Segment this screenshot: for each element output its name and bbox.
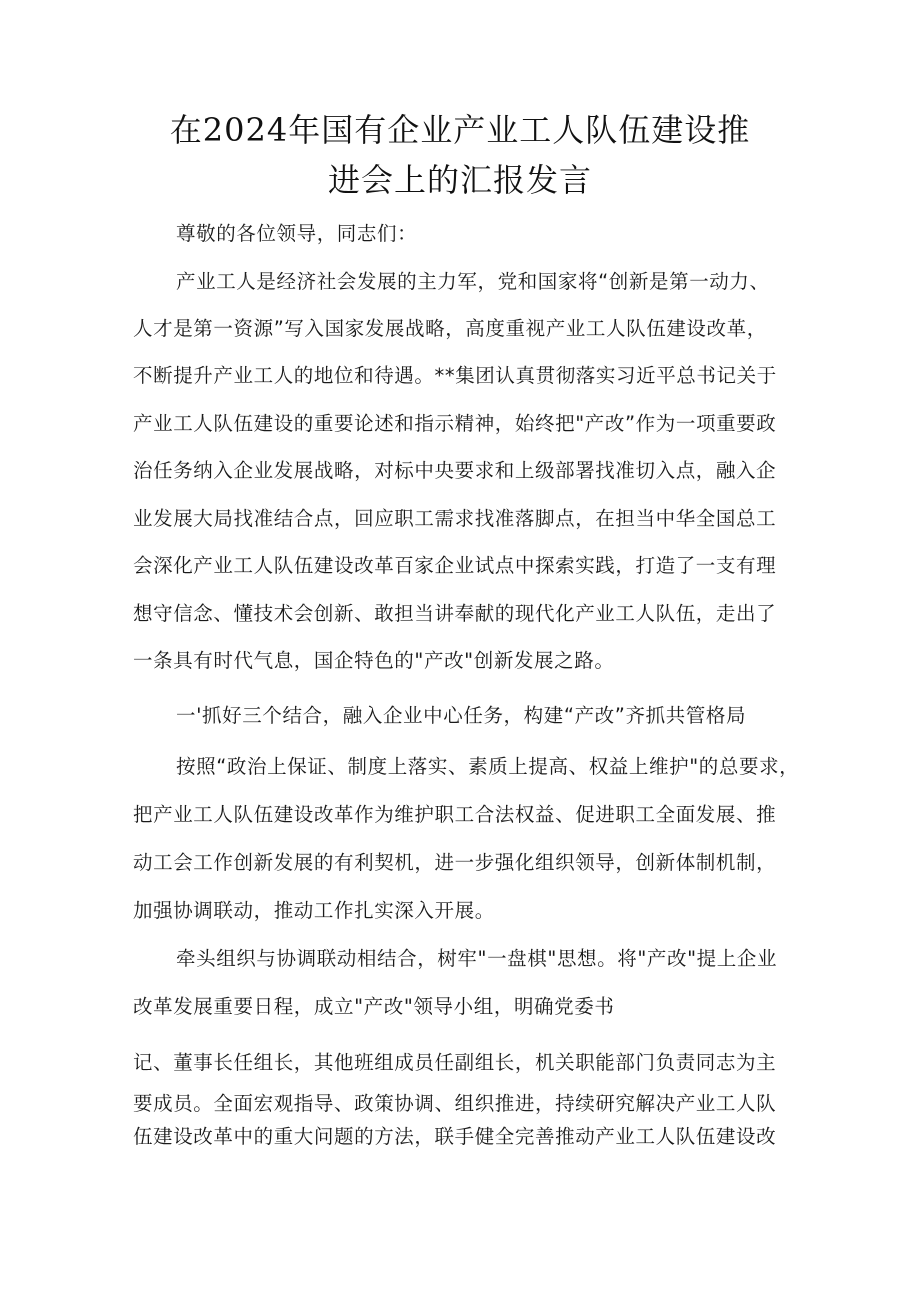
paragraph-line: 人才是第一资源”写入国家发展战略，高度重视产业工人队伍建设改革， — [133, 317, 767, 340]
salutation: 尊敬的各位领导，同志们： — [176, 222, 418, 245]
paragraph-line: 伍建设改革中的重大问题的方法，联手健全完善推动产业工人队伍建设改 — [133, 1125, 777, 1148]
paragraph-line: 会深化产业工人队伍建设改革百家企业试点中探索实践，打造了一支有理 — [133, 554, 777, 577]
paragraph-line: 想守信念、懂技术会创新、敢担当讲奉献的现代化产业工人队伍，走出了 — [133, 602, 777, 625]
paragraph-line: 不断提升产业工人的地位和待遇。**集团认真贯彻落实习近平总书记关于 — [133, 364, 777, 387]
paragraph-line: 动工会工作创新发展的有利契机，进一步强化组织领导，创新体制机制， — [133, 851, 777, 874]
paragraph-line: 治任务纳入企业发展战略，对标中央要求和上级部署找准切入点，融入企 — [133, 459, 777, 482]
paragraph-line: 产业工人是经济社会发展的主力军，党和国家将“创新是第一动力、 — [176, 270, 770, 293]
paragraph-line: 加强协调联动，推动工作扎实深入开展。 — [133, 899, 495, 922]
paragraph-line: 业发展大局找准结合点，回应职工需求找准落脚点，在担当中华全国总工 — [133, 507, 777, 530]
paragraph-line: 一条具有时代气息，国企特色的"产改"创新发展之路。 — [133, 649, 615, 672]
paragraph-line: 记、董事长任组长，其他班组成员任副组长，机关职能部门负责同志为主 — [133, 1051, 777, 1074]
paragraph-line: 产业工人队伍建设的重要论述和指示精神，始终把"产改”作为一项重要政 — [133, 412, 777, 435]
paragraph-line: 牵头组织与协调联动相结合，树牢"一盘棋"思想。将"产改"提上企业 — [176, 947, 778, 970]
section-heading: 一'抓好三个结合，融入企业中心任务，构建“产改”齐抓共管格局 — [176, 704, 747, 727]
paragraph-line: 把产业工人队伍建设改革作为维护职工合法权益、促进职工全面发展、推 — [133, 803, 777, 826]
paragraph-line: 按照“政治上保证、制度上落实、素质上提高、权益上维护"的总要求， — [176, 755, 800, 778]
paragraph-line: 改革发展重要日程，成立"产改"领导小组，明确党委书 — [133, 995, 615, 1018]
document-title-line-2: 进会上的汇报发言 — [327, 161, 592, 199]
document-title-line-1: 在2024年国有企业产业工人队伍建设推 — [169, 111, 751, 149]
paragraph-line: 要成员。全面宏观指导、政策协调、组织推进，持续研究解决产业工人队 — [133, 1092, 777, 1115]
